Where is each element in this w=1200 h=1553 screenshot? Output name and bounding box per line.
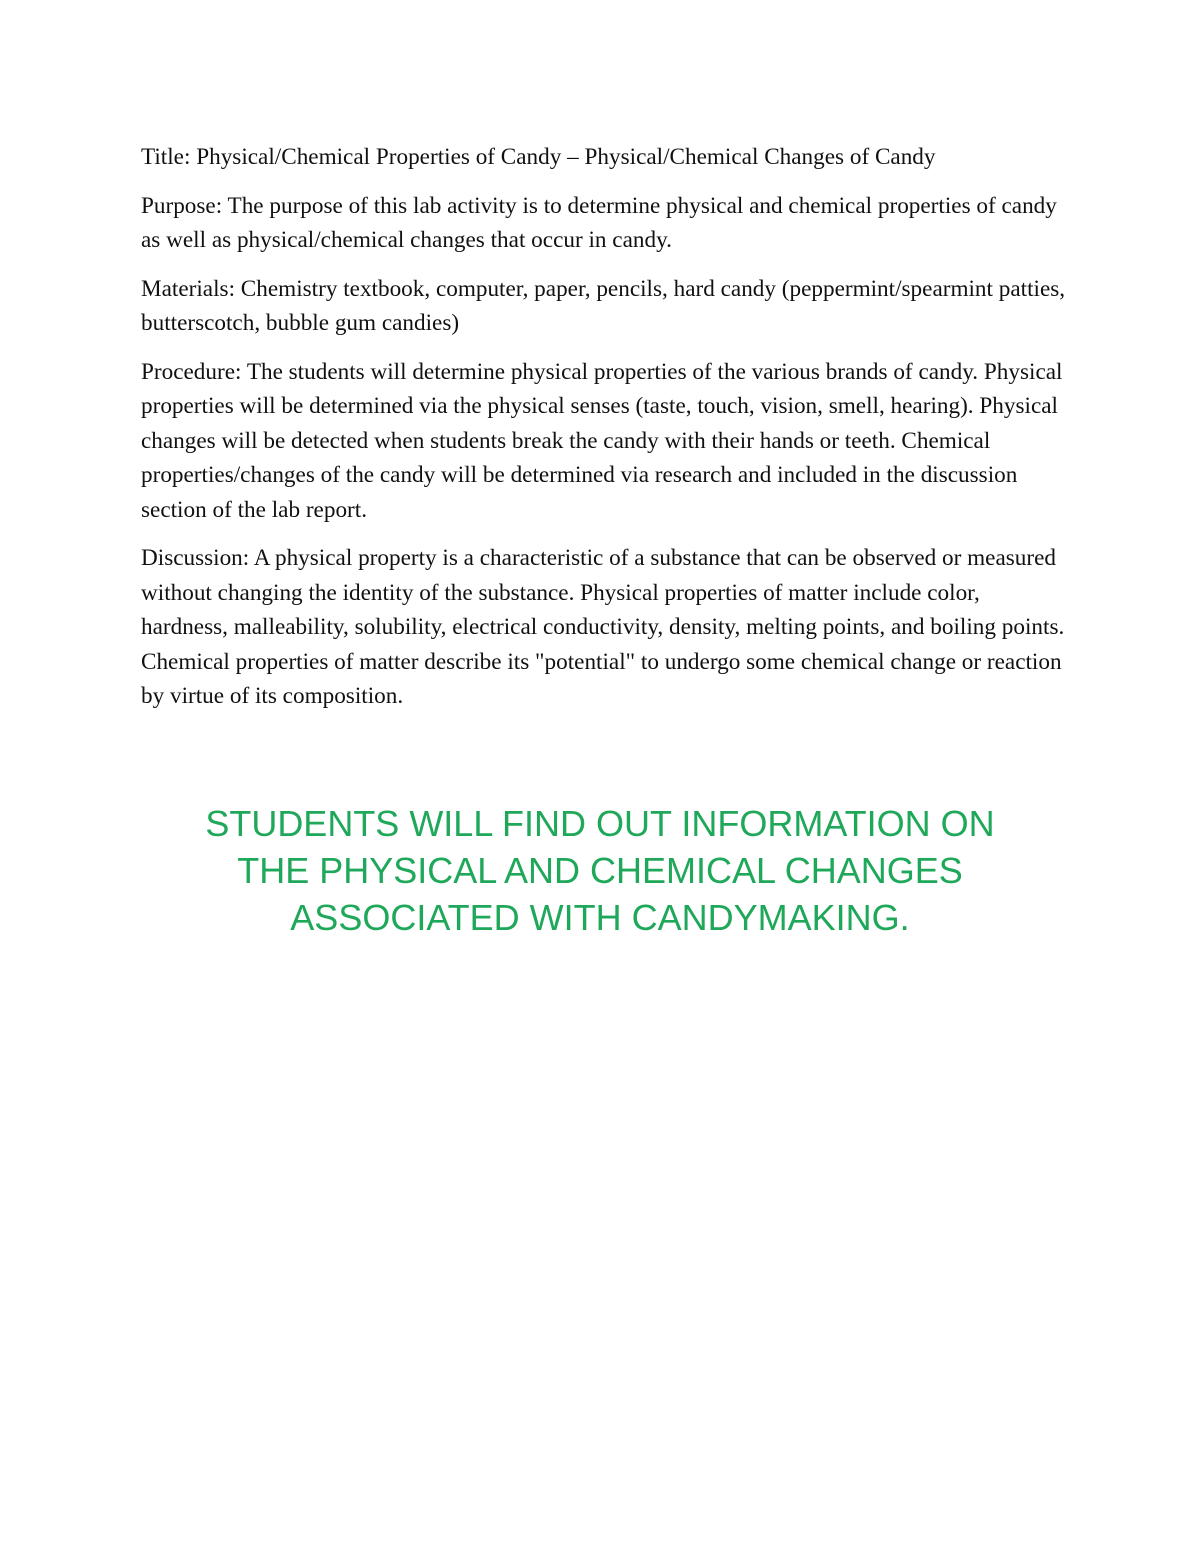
materials-paragraph: Materials: Chemistry textbook, computer, paper, pencils, hard candy (peppermint/spearmint patties, butterscotch, bubble gum candies) (141, 275, 1066, 336)
document-body (141, 140, 1066, 728)
procedure-paragraph: Procedure: The students will determine physical properties of the various brands of candy. Physical properties will be determined via the physical senses (taste, touch, vision, smell, hearing). Physical changes will be detected when students break the candy with their hands or teeth. Chemical properties/changes of the candy will be determined via research and included in the discussion section of the lab report. (141, 358, 1063, 523)
callout-line: ASSOCIATED WITH CANDYMAKING. (290, 897, 910, 938)
discussion-paragraph: Discussion: A physical property is a characteristic of a substance that can be observed or measured without changing the identity of the substance. Physical properties of matter include color, hardness, malleability, solubility, electrical conductivity, density, melting points, and boiling points. Chemical properties of matter describe its "potential" to undergo some chemical change or reaction by virtue of its composition. (141, 545, 1065, 709)
callout-line: STUDENTS WILL FIND OUT INFORMATION ON (205, 803, 995, 844)
callout-heading (100, 800, 1100, 941)
title-paragraph: Title: Physical/Chemical Properties of Candy – Physical/Chemical Changes of Candy (141, 144, 936, 170)
purpose-paragraph: Purpose: The purpose of this lab activity is to determine physical and chemical properties of candy as well as physical/chemical changes that occur in candy. (141, 192, 1057, 253)
callout-line: THE PHYSICAL AND CHEMICAL CHANGES (237, 850, 963, 891)
